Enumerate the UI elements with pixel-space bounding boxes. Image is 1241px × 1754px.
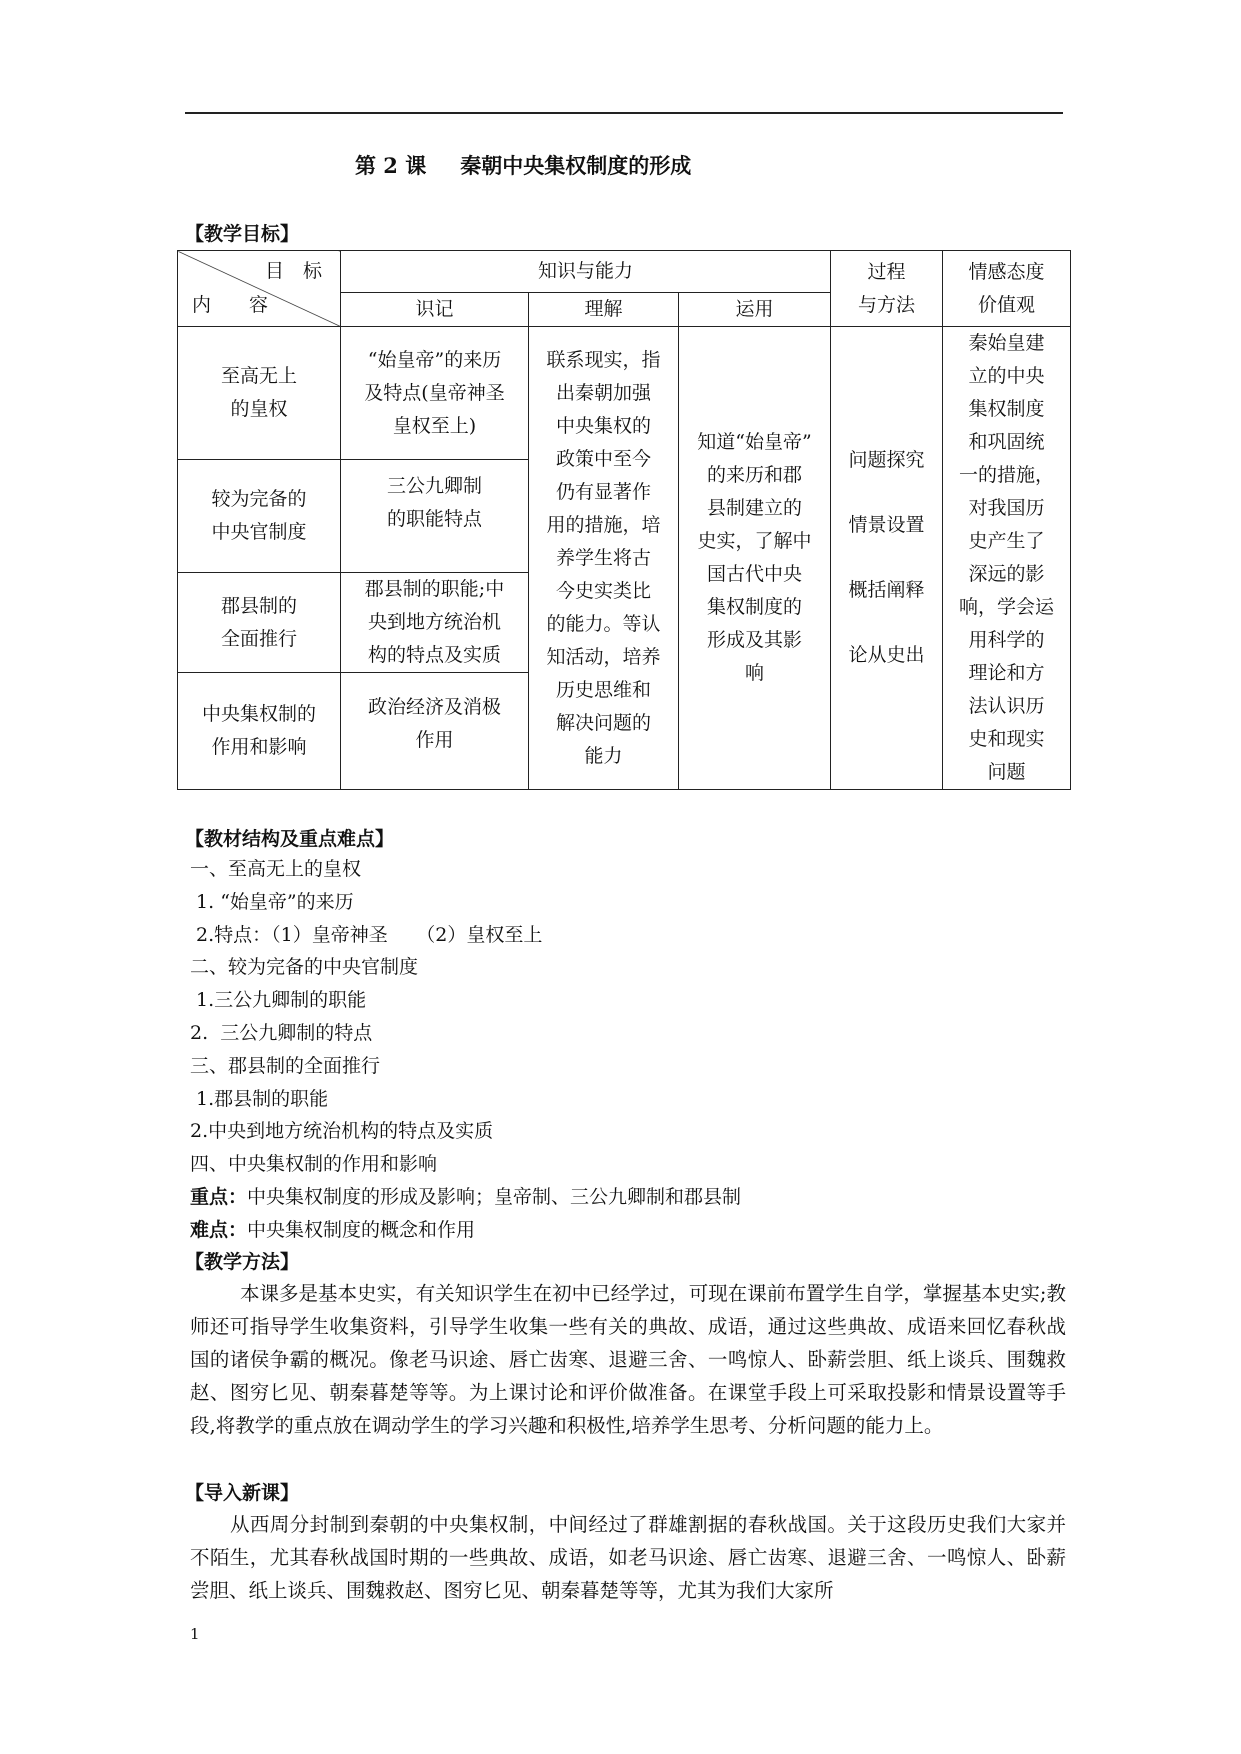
- table-corner-cell: [178, 251, 341, 327]
- page-title: [355, 150, 691, 180]
- row-content-cell: [178, 327, 341, 460]
- emotion-cell: [943, 327, 1071, 790]
- recall-line: 作用: [415, 729, 454, 751]
- recall-line: 郡县制的职能;中: [364, 578, 505, 600]
- section-structure-heading: 【教材结构及重点难点】: [185, 828, 395, 850]
- header-apply: 运用: [679, 293, 831, 327]
- emotion-line: 对我国历: [968, 497, 1045, 519]
- emotion-line: 响，学会运: [959, 596, 1055, 618]
- row-content-cell: [178, 460, 341, 573]
- understand-line: 用的措施，培: [546, 513, 661, 536]
- section-intro-heading: 【导入新课】: [185, 1482, 300, 1504]
- understand-line: 知活动，培养: [546, 645, 661, 668]
- objectives-table: [177, 250, 1071, 790]
- content-line: 中央官制度: [211, 521, 307, 543]
- content-line: 全面推行: [220, 627, 297, 650]
- understand-line: 联系现实，指: [546, 348, 661, 371]
- apply-line: 集权制度的: [707, 596, 803, 618]
- recall-line: 及特点(皇帝神圣: [364, 381, 505, 404]
- emotion-line: 理论和方: [968, 662, 1045, 684]
- content-line: 中央集权制的: [201, 703, 316, 725]
- understand-line: 中央集权的: [555, 414, 651, 437]
- process-line: 问题探究: [848, 449, 925, 471]
- page-number: 1: [190, 1625, 200, 1643]
- apply-line: 知道“始皇帝”: [697, 431, 812, 453]
- apply-line: 形成及其影: [707, 629, 803, 651]
- process-line: 情景设置: [848, 514, 925, 536]
- key-points-label: 重点：: [190, 1185, 248, 1208]
- header-recall: 识记: [341, 293, 529, 327]
- difficult-points-line: [190, 1214, 1070, 1247]
- process-cell: [831, 327, 943, 790]
- emotion-line: 问题: [987, 761, 1026, 783]
- apply-line: 史实，了解中: [697, 530, 812, 552]
- recall-line: “始皇帝”的来历: [367, 348, 502, 371]
- apply-line: 国古代中央: [707, 563, 803, 585]
- key-points-text: 中央集权制度的形成及影响；皇帝制、三公九卿制和郡县制: [247, 1185, 742, 1208]
- emotion-line: 法认识历: [968, 695, 1045, 717]
- corner-label-content: 内 容: [192, 294, 269, 316]
- row-content-cell: [178, 673, 341, 790]
- emotion-line: 和巩固统: [968, 431, 1045, 453]
- apply-line: 县制建立的: [707, 497, 803, 519]
- understand-line: 解决问题的: [555, 711, 651, 734]
- understand-line: 政策中至今: [555, 447, 651, 470]
- outline-item: 2.特点：（1）皇帝神圣 （2）皇权至上: [190, 923, 543, 946]
- emotion-line: 深远的影: [968, 563, 1045, 585]
- emotion-line: 集权制度: [968, 398, 1045, 420]
- content-line: 郡县制的: [220, 594, 297, 617]
- outline-item: 1.三公九卿制的职能: [190, 989, 367, 1012]
- understand-line: 历史思维和: [555, 678, 651, 701]
- header-process-line: 过程: [867, 260, 906, 283]
- key-points-line: [190, 1181, 1070, 1214]
- header-knowledge-ability: 知识与能力: [341, 251, 831, 293]
- outline-item: 2. 三公九卿制的特点: [190, 1021, 373, 1044]
- structure-outline: [190, 853, 1070, 1247]
- section-goals-heading: 【教学目标】: [185, 223, 300, 245]
- header-emotion-line: 情感态度: [968, 260, 1045, 283]
- row-recall-cell: [341, 460, 529, 573]
- understand-line: 的能力。等认: [546, 612, 661, 635]
- understand-cell: [529, 327, 679, 790]
- apply-line: 的来历和郡: [707, 464, 803, 486]
- emotion-line: 立的中央: [968, 365, 1045, 387]
- recall-line: 三公九卿制: [386, 475, 482, 497]
- section-methods-heading: 【教学方法】: [185, 1251, 300, 1273]
- understand-line: 仍有显著作: [555, 480, 651, 503]
- process-line: 论从史出: [848, 644, 925, 666]
- difficult-points-text: 中央集权制度的概念和作用: [247, 1218, 476, 1241]
- understand-line: 养学生将古: [555, 546, 651, 569]
- recall-line: 皇权至上): [392, 414, 477, 437]
- corner-label-goal: 目 标: [264, 260, 322, 282]
- recall-line: 央到地方统治机: [367, 611, 501, 633]
- outline-item: 三、郡县制的全面推行: [190, 1054, 381, 1077]
- outline-item: 四、中央集权制的作用和影响: [190, 1153, 438, 1176]
- recall-line: 构的特点及实质: [367, 644, 501, 666]
- outline-item: 1.郡县制的职能: [190, 1087, 329, 1110]
- content-line: 较为完备的: [211, 488, 307, 510]
- lesson-number: 第 2 课: [355, 153, 427, 178]
- content-line: 的皇权: [230, 398, 288, 420]
- header-process-line: 与方法: [858, 293, 916, 316]
- header-emotion-line: 价值观: [978, 293, 1036, 316]
- emotion-line: 一的措施，: [959, 464, 1055, 486]
- row-content-cell: [178, 573, 341, 673]
- outline-item: 一、至高无上的皇权: [190, 858, 362, 880]
- apply-line: 响: [745, 662, 765, 684]
- understand-line: 出秦朝加强: [555, 381, 651, 404]
- emotion-line: 史和现实: [968, 728, 1045, 750]
- emotion-line: 史产生了: [968, 530, 1045, 552]
- header-emotion-values: [943, 251, 1071, 327]
- emotion-line: 秦始皇建: [968, 332, 1045, 354]
- outline-item: 二、较为完备的中央官制度: [190, 956, 419, 979]
- row-recall-cell: [341, 673, 529, 790]
- methods-paragraph: 本课多是基本史实，有关知识学生在初中已经学过，可现在课前布置学生自学，掌握基本史实;教师还可指导学生收集资料，引导学生收集一些有关的典故、成语，通过这些典故、成语来回忆春秋战国的诸侯争霸的概况。像老马识途、唇亡齿寒、退避三舍、一鸣惊人、卧薪尝胆、纸上谈兵、围魏救赵、图穷匕见、朝秦暮楚等等。为上课讨论和评价做准备。在课堂手段上可采取投影和情景设置等手段,将教学的重点放在调动学生的学习兴趣和积极性,培养学生思考、分析问题的能力上。: [190, 1282, 1066, 1437]
- outline-item: 1. “始皇帝”的来历: [190, 890, 354, 913]
- recall-line: 的职能特点: [386, 508, 482, 530]
- content-line: 作用和影响: [211, 736, 307, 758]
- outline-item: 2.中央到地方统治机构的特点及实质: [190, 1120, 494, 1143]
- process-line: 概括阐释: [848, 579, 925, 601]
- header-understand: 理解: [529, 293, 679, 327]
- row-recall-cell: [341, 573, 529, 673]
- difficult-points-label: 难点：: [190, 1218, 248, 1241]
- row-recall-cell: [341, 327, 529, 460]
- lesson-title: 秦朝中央集权制度的形成: [460, 153, 692, 178]
- header-process-method: [831, 251, 943, 327]
- apply-cell: [679, 327, 831, 790]
- content-line: 至高无上: [220, 365, 297, 387]
- understand-line: 今史实类比: [555, 579, 651, 602]
- emotion-line: 用科学的: [968, 629, 1045, 651]
- header-rule: [185, 112, 1063, 114]
- intro-paragraph: 从西周分封制到秦朝的中央集权制，中间经过了群雄割据的春秋战国。关于这段历史我们大家并不陌生，尤其春秋战国时期的一些典故、成语，如老马识途、唇亡齿寒、退避三舍、一鸣惊人、卧薪尝胆、纸上谈兵、围魏救赵、图穷匕见、朝秦暮楚等等，尤其为我们大家所: [190, 1513, 1066, 1602]
- understand-line: 能力: [584, 744, 623, 767]
- recall-line: 政治经济及消极: [367, 696, 501, 718]
